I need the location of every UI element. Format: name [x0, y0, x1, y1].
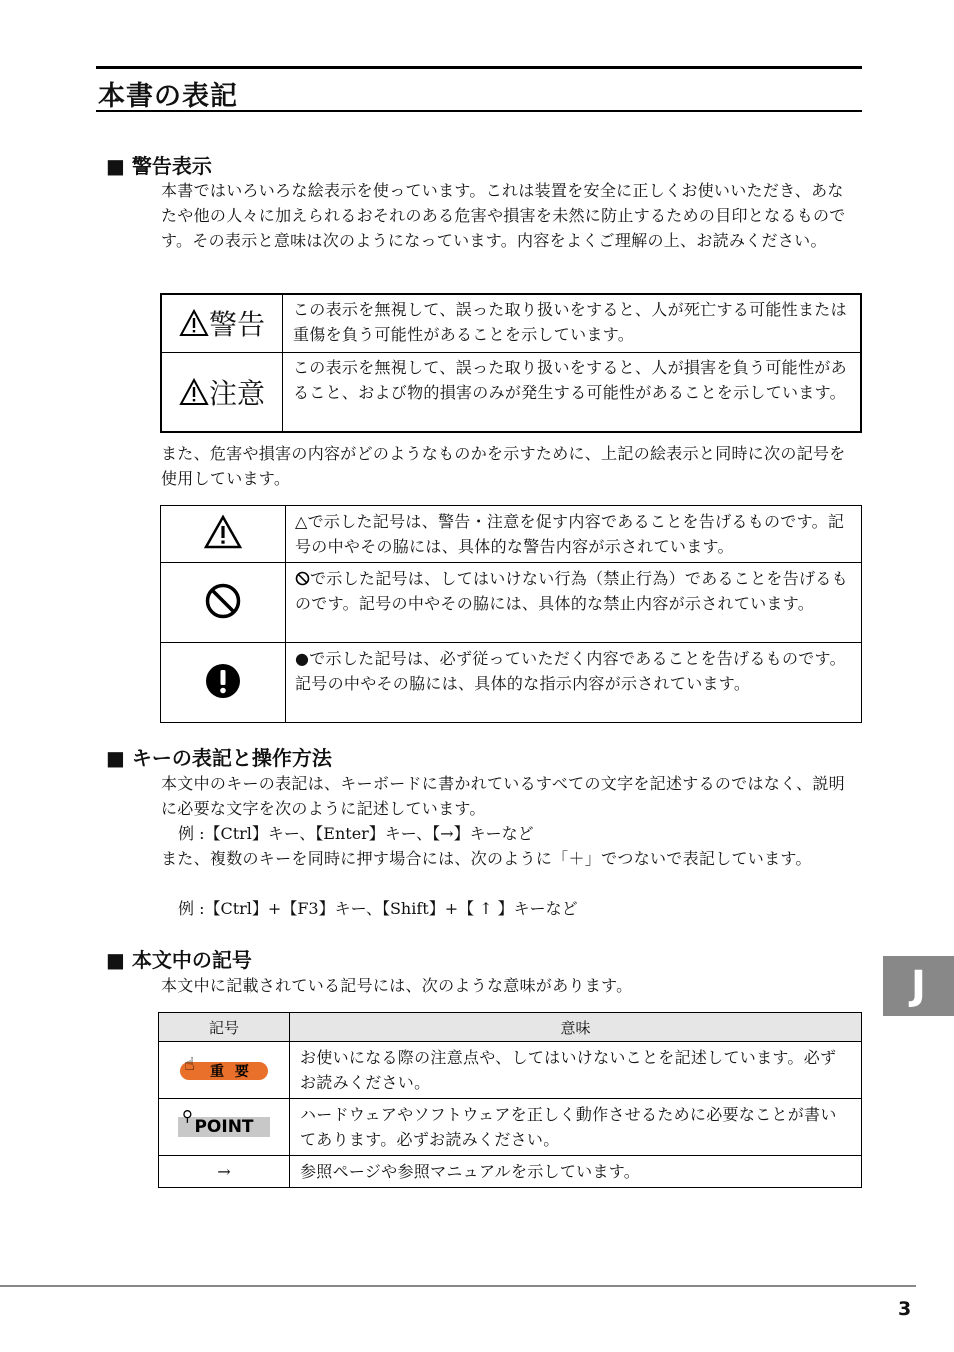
- symbols-table: [160, 505, 862, 723]
- symbol-cell: [161, 506, 286, 563]
- key-para-2: また、複数のキーを同時に押す場合には、次のように「＋」でつないで表記しています。: [161, 849, 812, 868]
- hand-icon: ☝: [184, 1053, 195, 1075]
- key-section-heading: ■ キーの表記と操作方法: [106, 746, 332, 770]
- key-example-1: 例 :【Ctrl】キー、【Enter】キー、【→】キーなど: [178, 824, 534, 843]
- symbol-cell: [159, 1099, 290, 1156]
- key-para-1: 本文中のキーの表記は、キーボードに書かれているすべての文字を記述するのではなく、説明に必要な文字を次のように記述しています。: [161, 774, 845, 818]
- symbol-description: [286, 563, 862, 643]
- symbol-description: ●で示した記号は、必ず従っていただく内容であることを告げるものです。記号の中やその脇には、具体的な指示内容が示されています。: [286, 643, 862, 723]
- table-row: [159, 1099, 862, 1156]
- body-symbols-intro: 本文中に記載されている記号には、次のような意味があります。: [161, 976, 633, 995]
- key-example-2: 例 :【Ctrl】+【F3】キー、【Shift】+【 ↑ 】キーなど: [178, 899, 578, 918]
- caution-level-label: [161, 352, 283, 432]
- magnifier-icon: ⚲: [182, 1107, 193, 1125]
- warning-triangle-icon: [179, 378, 209, 406]
- warning-triangle-icon: [179, 309, 209, 337]
- caution-level-text: この表示を無視して、誤った取り扱いをすると、人が損害を負う可能性があること、および物的損害のみが発生する可能性があることを示しています。: [283, 352, 862, 432]
- page-number: 3: [898, 1298, 912, 1320]
- symbol-cell: [161, 563, 286, 643]
- arrow-symbol: →: [159, 1156, 290, 1188]
- warning-triangle-icon: [203, 514, 243, 550]
- symbols-intro: また、危害や損害の内容がどのようなものかを示すために、上記の絵表示と同時に次の記号を使用しています。: [161, 444, 846, 488]
- title-bar: [96, 66, 862, 112]
- warning-levels-table: [160, 293, 862, 433]
- meaning-cell: 参照ページや参照マニュアルを示しています。: [290, 1156, 862, 1188]
- warning-level-row: [161, 352, 861, 432]
- column-header-symbol: 記号: [159, 1013, 290, 1042]
- symbol-description: △で示した記号は、警告・注意を促す内容であることを告げるものです。記号の中やその脇には、具体的な警告内容が示されています。: [286, 506, 862, 563]
- prohibition-text: で示した記号は、してはいけない行為（禁止行為）であることを告げるものです。記号の中やその脇には、具体的な禁止内容が示されています。: [295, 569, 848, 613]
- warning-level-row: [161, 294, 861, 352]
- warning-section-heading: ■ 警告表示: [106, 154, 212, 178]
- important-badge-icon: [180, 1053, 268, 1080]
- table-row: [159, 1156, 862, 1188]
- symbol-cell: [161, 643, 286, 723]
- prohibition-icon: [295, 571, 310, 586]
- symbol-cell: [159, 1042, 290, 1099]
- point-badge-label: POINT: [194, 1117, 254, 1137]
- important-badge-label: 重 要: [210, 1063, 252, 1080]
- table-row: [161, 506, 862, 563]
- chapter-tab: J: [883, 956, 954, 1016]
- table-row: [161, 563, 862, 643]
- mandatory-icon: [205, 663, 241, 699]
- warning-label-text: 警告: [208, 308, 265, 342]
- table-row: [161, 643, 862, 723]
- column-header-meaning: 意味: [290, 1013, 862, 1042]
- footer-divider: [0, 1285, 916, 1287]
- point-badge-icon: [178, 1107, 270, 1137]
- prohibition-icon: [204, 582, 242, 620]
- body-symbols-heading: ■ 本文中の記号: [106, 948, 252, 972]
- body-symbols-table: [158, 1012, 862, 1188]
- warning-intro: 本書ではいろいろな絵表示を使っています。これは装置を安全に正しくお使いいただき、あなたや他の人々に加えられるおそれのある危害や損害を未然に防止するための目印となるものです。その表示と意味は次のようになっています。内容をよくご理解の上、お読みください。: [161, 181, 846, 250]
- table-header-row: [159, 1013, 862, 1042]
- warning-level-text: この表示を無視して、誤った取り扱いをすると、人が死亡する可能性または重傷を負う可能性があることを示しています。: [283, 294, 862, 352]
- meaning-cell: ハードウェアやソフトウェアを正しく動作させるために必要なことが書いてあります。必ずお読みください。: [290, 1099, 862, 1156]
- caution-label-text: 注意: [208, 376, 265, 410]
- page-title: 本書の表記: [98, 81, 238, 112]
- meaning-cell: お使いになる際の注意点や、してはいけないことを記述しています。必ずお読みください。: [290, 1042, 862, 1099]
- warning-level-label: [161, 294, 283, 352]
- table-row: [159, 1042, 862, 1099]
